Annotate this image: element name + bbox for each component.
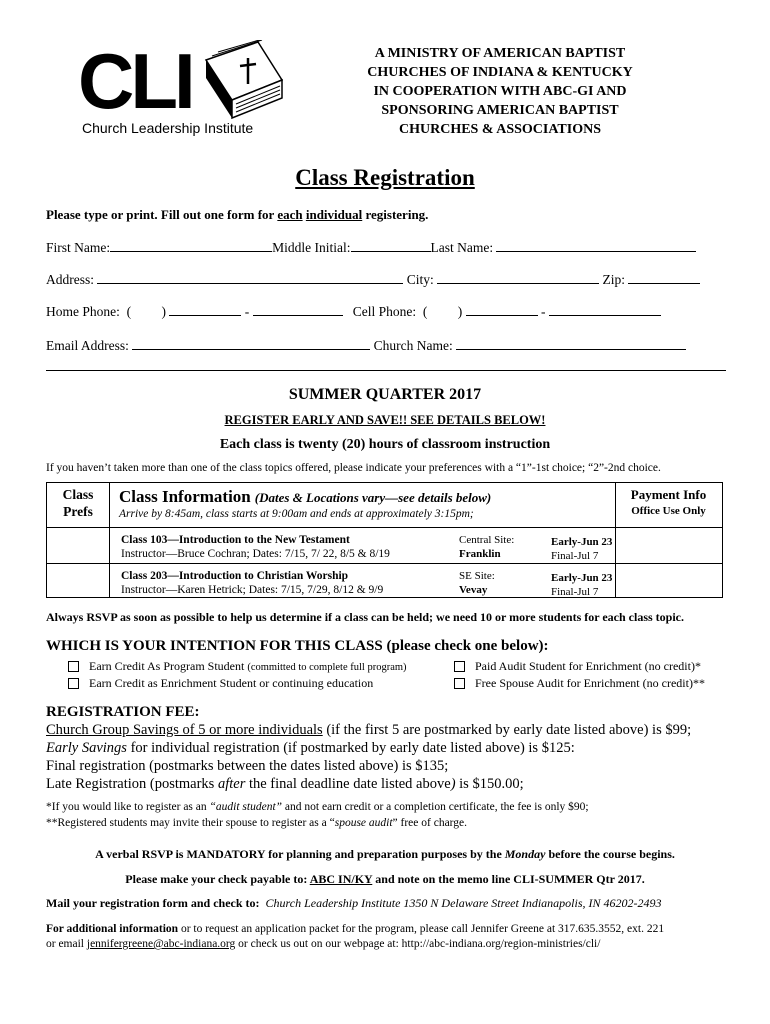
name-row bbox=[46, 240, 696, 256]
payment-header bbox=[615, 487, 722, 517]
church-label: Church Name: bbox=[373, 338, 453, 353]
checkbox[interactable] bbox=[454, 661, 465, 672]
cell-phone-field[interactable] bbox=[466, 304, 538, 316]
office-use-label: Office Use Only bbox=[631, 505, 706, 517]
early-deadline: Early-Jun 23 bbox=[551, 536, 613, 548]
instructions-text: Please type or print. Fill out one form for bbox=[46, 207, 278, 222]
preference-note: If you haven’t taken more than one of the class topics offered, please indicate your preferences with a “1”-1st choice; “2”-2nd choice. bbox=[46, 462, 661, 474]
contact-line-1 bbox=[46, 923, 664, 935]
rsvp-text: before the course begins. bbox=[545, 847, 675, 861]
register-early-notice: REGISTER EARLY AND SAVE!! SEE DETAILS BELOW! bbox=[224, 413, 546, 427]
instructions-end: registering. bbox=[362, 207, 429, 222]
last-name-label: Last Name: bbox=[430, 240, 494, 255]
note-text: ” free of charge. bbox=[392, 817, 468, 829]
cell-phone-label: Cell Phone: bbox=[352, 304, 417, 319]
page-title: Class Registration bbox=[295, 165, 475, 190]
fee-late-after: after bbox=[217, 776, 246, 792]
fee-early-text: for individual registration (if postmarked by early date listed above) is $125: bbox=[126, 740, 575, 756]
check-payable bbox=[0, 872, 770, 887]
rsvp-monday: Monday bbox=[504, 847, 546, 861]
option-program-student bbox=[68, 659, 407, 674]
form-instructions bbox=[46, 207, 428, 223]
arrival-note: Arrive by 8:45am, class starts at 9:00am and ends at approximately 3:15pm; bbox=[119, 508, 474, 520]
email-link[interactable]: jennifergreene@abc-indiana.org bbox=[86, 938, 236, 950]
hours-notice: Each class is twenty (20) hours of classroom instruction bbox=[219, 437, 551, 452]
table-column-divider bbox=[109, 483, 110, 597]
table-row-divider bbox=[47, 527, 722, 528]
class-title: Class 103—Introduction to the New Testament bbox=[121, 534, 350, 546]
site-name: Franklin bbox=[459, 548, 501, 560]
fee-late-text: Late Registration (postmarks bbox=[46, 776, 218, 792]
class-deadlines bbox=[551, 571, 612, 599]
instructions-individual: individual bbox=[305, 207, 363, 222]
middle-initial-field[interactable] bbox=[351, 240, 431, 252]
fee-late-paren: ) bbox=[450, 776, 456, 792]
ministry-line: CHURCHES OF INDIANA & KENTUCKY bbox=[367, 65, 633, 80]
fee-group-text: (if the first 5 are postmarked by early date listed above) is $99; bbox=[322, 722, 692, 738]
checkbox[interactable] bbox=[454, 678, 465, 689]
fee-early bbox=[46, 740, 575, 757]
home-phone-field[interactable] bbox=[169, 304, 241, 316]
prefs-header bbox=[47, 486, 109, 520]
checkbox[interactable] bbox=[68, 661, 79, 672]
class-row bbox=[121, 533, 390, 561]
site-label: Central Site: bbox=[459, 534, 515, 546]
site-name: Vevay bbox=[459, 584, 488, 596]
middle-initial-label: Middle Initial: bbox=[272, 240, 351, 255]
class-pref-input[interactable] bbox=[47, 527, 109, 563]
ministry-line: SPONSORING AMERICAN BAPTIST bbox=[381, 103, 619, 118]
rsvp-text: A verbal RSVP is MANDATORY for planning and preparation purposes by the bbox=[95, 847, 505, 861]
option-label: Paid Audit Student for Enrichment (no credit)* bbox=[475, 659, 701, 673]
option-label: Free Spouse Audit for Enrichment (no credit)** bbox=[475, 676, 705, 690]
info-text: or email bbox=[46, 938, 87, 950]
address-label: Address: bbox=[46, 272, 94, 287]
intention-heading: WHICH IS YOUR INTENTION FOR THIS CLASS (please check one below): bbox=[46, 638, 549, 654]
site-label: SE Site: bbox=[459, 570, 495, 582]
email-row bbox=[46, 338, 686, 354]
fee-group bbox=[46, 722, 691, 739]
check-text: and note on the memo line CLI-SUMMER Qtr 2017. bbox=[372, 872, 645, 886]
first-name-label: First Name: bbox=[46, 240, 111, 255]
fee-heading: REGISTRATION FEE: bbox=[46, 704, 200, 720]
email-field[interactable] bbox=[132, 338, 370, 350]
ministry-line: IN COOPERATION WITH ABC-GI AND bbox=[373, 84, 627, 99]
book-icon bbox=[196, 40, 286, 122]
verbal-rsvp bbox=[0, 847, 770, 862]
class-deadlines bbox=[551, 535, 612, 563]
final-deadline: Final-Jul 7 bbox=[551, 550, 599, 562]
mail-label: Mail your registration form and check to: bbox=[46, 896, 260, 910]
fee-group-label: Church Group Savings of 5 or more individuals bbox=[46, 722, 323, 738]
church-field[interactable] bbox=[456, 338, 686, 350]
early-deadline: Early-Jun 23 bbox=[551, 572, 613, 584]
class-info-header bbox=[119, 487, 491, 507]
check-text: Please make your check payable to: bbox=[125, 872, 310, 886]
instructions-each: each bbox=[277, 207, 303, 222]
prefs-header-line: Class bbox=[62, 487, 94, 502]
class-site bbox=[459, 569, 495, 597]
logo-subtitle: Church Leadership Institute bbox=[82, 120, 254, 136]
note-text: and not earn credit or a completion certificate, the fee is only $90; bbox=[282, 801, 589, 813]
last-name-field[interactable] bbox=[496, 240, 696, 252]
zip-field[interactable] bbox=[628, 272, 700, 284]
phone-row: Home Phone: ( ) - Cell Phone: ( ) - bbox=[46, 304, 661, 320]
cli-logo bbox=[78, 37, 283, 145]
note-italic: spouse audit bbox=[334, 817, 393, 829]
mail-address: Church Leadership Institute 1350 N Delaware Street Indianapolis, IN 46202-2493 bbox=[265, 896, 662, 910]
fee-early-label: Early Savings bbox=[46, 740, 127, 756]
table-row-divider bbox=[47, 563, 722, 564]
class-pref-input[interactable] bbox=[47, 563, 109, 597]
info-text: or to request an application packet for the program, please call Jennifer Greene at 317.635.3552, ext. 221 bbox=[178, 923, 665, 935]
payment-info-label: Payment Info bbox=[630, 487, 707, 502]
fee-late bbox=[46, 776, 524, 793]
option-enrichment-student bbox=[68, 676, 373, 691]
contact-line-2 bbox=[46, 938, 600, 950]
cell-phone-field-2[interactable] bbox=[549, 304, 661, 316]
class-info-title: Class Information bbox=[119, 487, 251, 506]
city-field[interactable] bbox=[437, 272, 599, 284]
option-paid-audit bbox=[454, 659, 701, 674]
prefs-header-line: Prefs bbox=[63, 504, 93, 519]
fee-final: Final registration (postmarks between the dates listed above) is $135; bbox=[46, 758, 449, 774]
quarter-heading: SUMMER QUARTER 2017 bbox=[288, 386, 482, 403]
city-label: City: bbox=[406, 272, 434, 287]
info-bold: For additional information bbox=[46, 923, 179, 935]
class-table bbox=[46, 482, 723, 598]
address-field[interactable] bbox=[97, 272, 403, 284]
ministry-line: A MINISTRY OF AMERICAN BAPTIST bbox=[374, 46, 626, 61]
option-label: Earn Credit as Enrichment Student or continuing education bbox=[89, 676, 374, 690]
divider bbox=[46, 370, 726, 371]
email-label: Email Address: bbox=[46, 338, 129, 353]
class-detail: Instructor—Bruce Cochran; Dates: 7/15, 7/ 22, 8/5 & 8/19 bbox=[121, 548, 390, 560]
first-name-field[interactable] bbox=[110, 240, 272, 252]
class-title: Class 203—Introduction to Christian Worship bbox=[121, 570, 349, 582]
info-text: or check us out on our webpage at: http://abc-indiana.org/region-ministries/cli/ bbox=[235, 938, 601, 950]
mail-instructions bbox=[46, 896, 662, 911]
note-italic: “audit student” bbox=[209, 801, 283, 813]
fee-late-amount: is $150.00; bbox=[455, 776, 524, 792]
check-payee: ABC IN/KY bbox=[309, 872, 373, 886]
checkbox[interactable] bbox=[68, 678, 79, 689]
note-text: *If you would like to register as an bbox=[46, 801, 210, 813]
ministry-line: CHURCHES & ASSOCIATIONS bbox=[398, 122, 601, 137]
option-label: Earn Credit As Program Student bbox=[89, 659, 245, 673]
home-phone-field-2[interactable] bbox=[253, 304, 343, 316]
zip-label: Zip: bbox=[602, 272, 626, 287]
address-row bbox=[46, 272, 700, 288]
note-text: **Registered students may invite their spouse to register as a “ bbox=[46, 817, 335, 829]
class-info-note: (Dates & Locations vary—see details below) bbox=[254, 490, 492, 505]
home-phone-label: Home Phone: bbox=[46, 304, 120, 319]
option-note: (committed to complete full program) bbox=[247, 662, 407, 673]
option-spouse-audit bbox=[454, 676, 705, 691]
class-site bbox=[459, 533, 514, 561]
class-detail: Instructor—Karen Hetrick; Dates: 7/15, 7/29, 8/12 & 9/9 bbox=[121, 584, 384, 596]
fee-late-text: the final deadline date listed above bbox=[245, 776, 451, 792]
rsvp-notice: Always RSVP as soon as possible to help us determine if a class can be held; we need 10 or more students for each class topic. bbox=[46, 610, 685, 624]
class-row bbox=[121, 569, 383, 597]
audit-note bbox=[46, 801, 589, 813]
logo-letters: CLI bbox=[78, 37, 192, 125]
ministry-statement bbox=[330, 44, 670, 139]
spouse-note bbox=[46, 817, 467, 829]
final-deadline: Final-Jul 7 bbox=[551, 586, 599, 598]
